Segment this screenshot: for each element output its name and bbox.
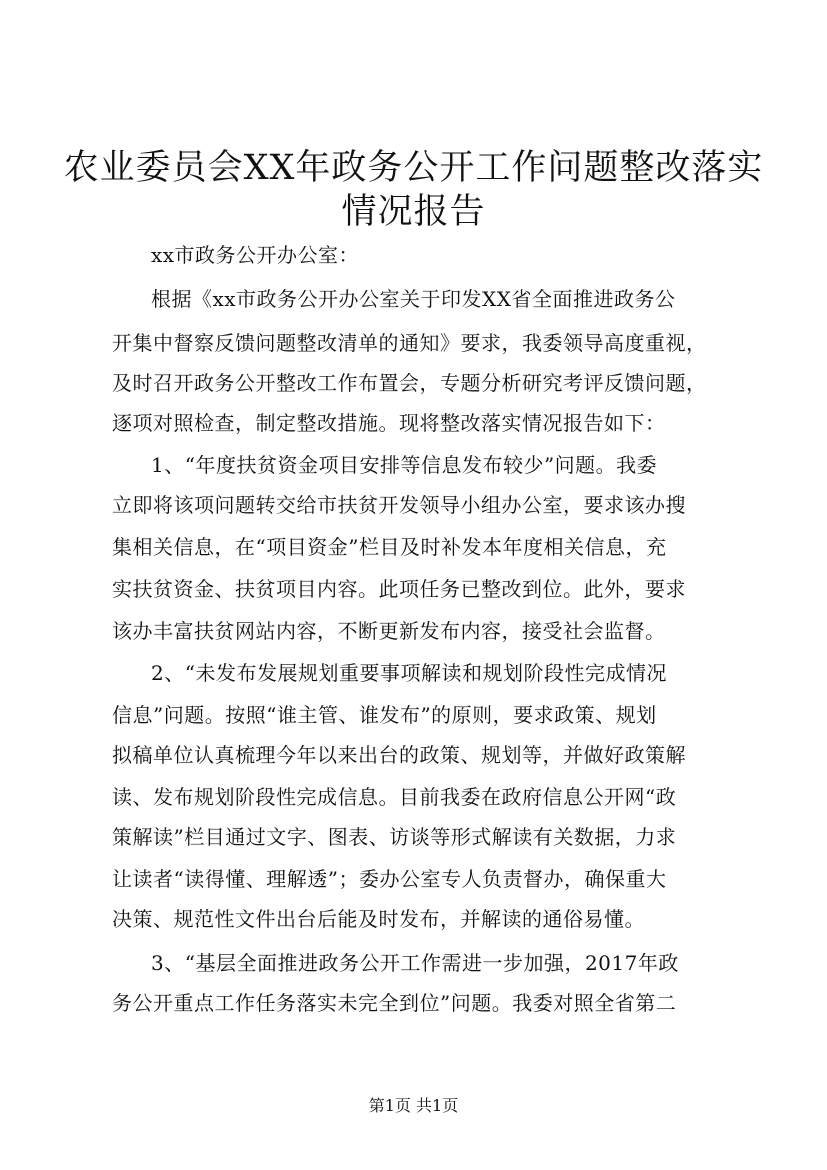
body-line: 读、发布规划阶段性完成信息。目前我委在政府信息公开网“政 (112, 785, 677, 809)
body-line: 根据《xx市政务公开办公室关于印发XX省全面推进政务公 (151, 287, 676, 311)
body-line: 及时召开政务公开整改工作布置会，专题分析研究考评反馈问题， (112, 371, 707, 395)
body-line: 1、“年度扶贫资金项目安排等信息发布较少”问题。我委 (151, 453, 658, 477)
body-line: 策解读”栏目通过文字、图表、访谈等形式解读有关数据，力求 (112, 825, 677, 849)
body-line: 3、“基层全面推进政务公开工作需进一步加强，2017年政 (151, 951, 679, 975)
body-line: 务公开重点工作任务落实未完全到位”问题。我委对照全省第二 (112, 991, 677, 1015)
body-line: 开集中督察反馈问题整改清单的通知》要求，我委领导高度重视， (112, 331, 707, 355)
body-line: 让读者“读得懂、理解透”；委办公室专人负责督办，确保重大 (112, 867, 667, 891)
body-line: 拟稿单位认真梳理今年以来出台的政策、规划等，并做好政策解 (112, 743, 686, 767)
body-line: 信息”问题。按照“谁主管、谁发布”的原则，要求政策、规划 (112, 703, 657, 727)
document-title-line-1: 农业委员会XX年政务公开工作问题整改落实 (63, 148, 764, 188)
body-line: 该办丰富扶贫网站内容，不断更新发布内容，接受社会监督。 (112, 619, 666, 643)
body-line: 2、“未发布发展规划重要事项解读和规划阶段性完成情况 (151, 661, 667, 685)
body-line: 实扶贫资金、扶贫项目内容。此项任务已整改到位。此外，要求 (112, 577, 686, 601)
page-footer: 第1页 共1页 (368, 1096, 459, 1115)
body-line: 立即将该项问题转交给市扶贫开发领导小组办公室，要求该办搜 (112, 493, 686, 517)
body-line: 集相关信息，在“项目资金”栏目及时补发本年度相关信息，充 (112, 535, 667, 559)
body-line: 决策、规范性文件出台后能及时发布，并解读的通俗易懂。 (112, 907, 645, 931)
salutation-line: xx市政务公开办公室： (151, 243, 360, 267)
document-title-line-2: 情况报告 (341, 192, 486, 232)
body-line: 逐项对照检查，制定整改措施。现将整改落实情况报告如下： (112, 411, 666, 435)
